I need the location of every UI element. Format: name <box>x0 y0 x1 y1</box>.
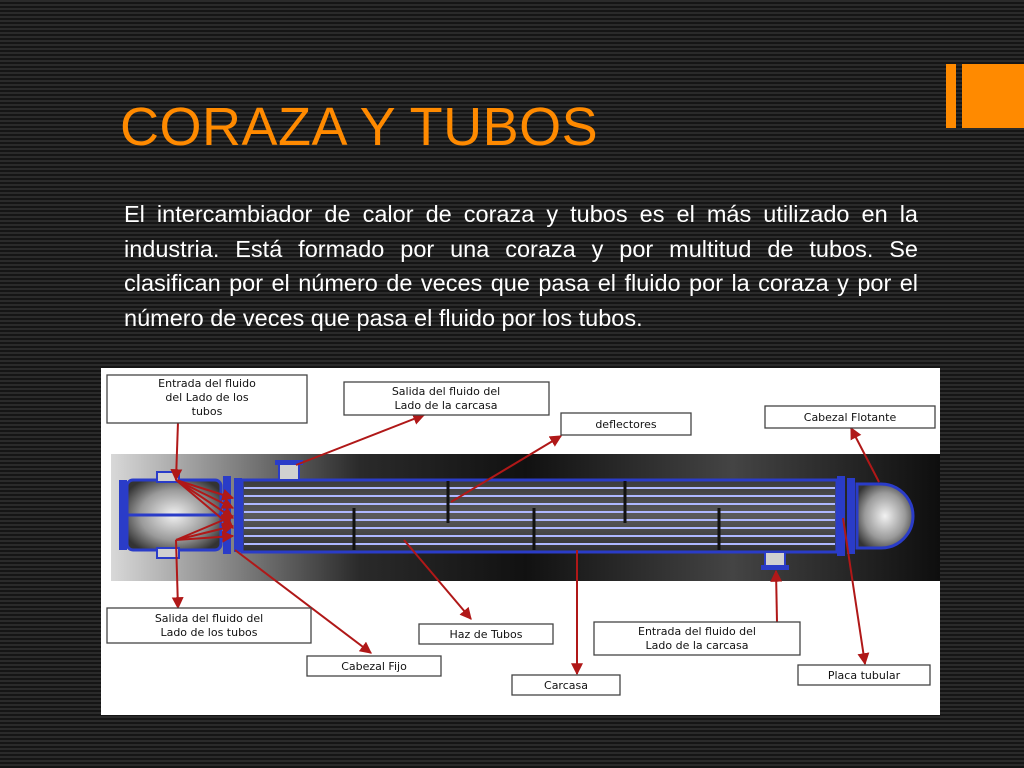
label-entrada-carcasa-line1: Entrada del fluido del <box>638 625 756 638</box>
label-salida-tubos-line1: Salida del fluido del <box>154 612 264 625</box>
label-salida-fluido-carcasa <box>344 382 549 415</box>
label-haz-de-tubos-text: Haz de Tubos <box>449 628 523 641</box>
label-deflectores <box>561 413 691 435</box>
label-cabezal-flotante-text: Cabezal Flotante <box>803 411 897 424</box>
label-entrada-carcasa-line2: Lado de la carcasa <box>645 639 749 652</box>
label-entrada-fluido-tubos <box>107 375 307 423</box>
label-entrada-fluido-carcasa <box>594 622 800 655</box>
label-salida-carcasa-line1: Salida del fluido del <box>391 385 501 398</box>
label-placa-tubular-text: Placa tubular <box>827 669 901 682</box>
label-carcasa-text: Carcasa <box>544 679 588 692</box>
label-cabezal-fijo <box>307 656 441 676</box>
decorative-bar-thin <box>946 64 956 128</box>
label-salida-fluido-tubos <box>107 608 311 643</box>
label-entrada-tubos-line1: Entrada del fluido <box>158 377 256 390</box>
label-carcasa <box>512 675 620 695</box>
label-cabezal-fijo-text: Cabezal Fijo <box>341 660 407 673</box>
label-haz-de-tubos <box>419 624 553 644</box>
label-entrada-tubos-line3: tubos <box>191 405 223 418</box>
slide-title: CORAZA Y TUBOS <box>120 97 599 157</box>
label-salida-tubos-line2: Lado de los tubos <box>160 626 258 639</box>
label-placa-tubular <box>798 665 930 685</box>
decorative-bar-thick <box>962 64 1024 128</box>
label-cabezal-flotante <box>765 406 935 428</box>
label-entrada-tubos-line2: del Lado de los <box>165 391 249 404</box>
slide-body-text: El intercambiador de calor de coraza y tubos es el más utilizado en la industria. Está formado por una coraza y por multitud de tubos. Se clasifican por el número de veces que pasa el fluido por la coraza y por el número de veces que pasa el fluido por los tubos. <box>124 201 918 331</box>
label-salida-carcasa-line2: Lado de la carcasa <box>394 399 498 412</box>
heat-exchanger-diagram <box>101 368 940 715</box>
label-deflectores-text: deflectores <box>595 418 657 431</box>
